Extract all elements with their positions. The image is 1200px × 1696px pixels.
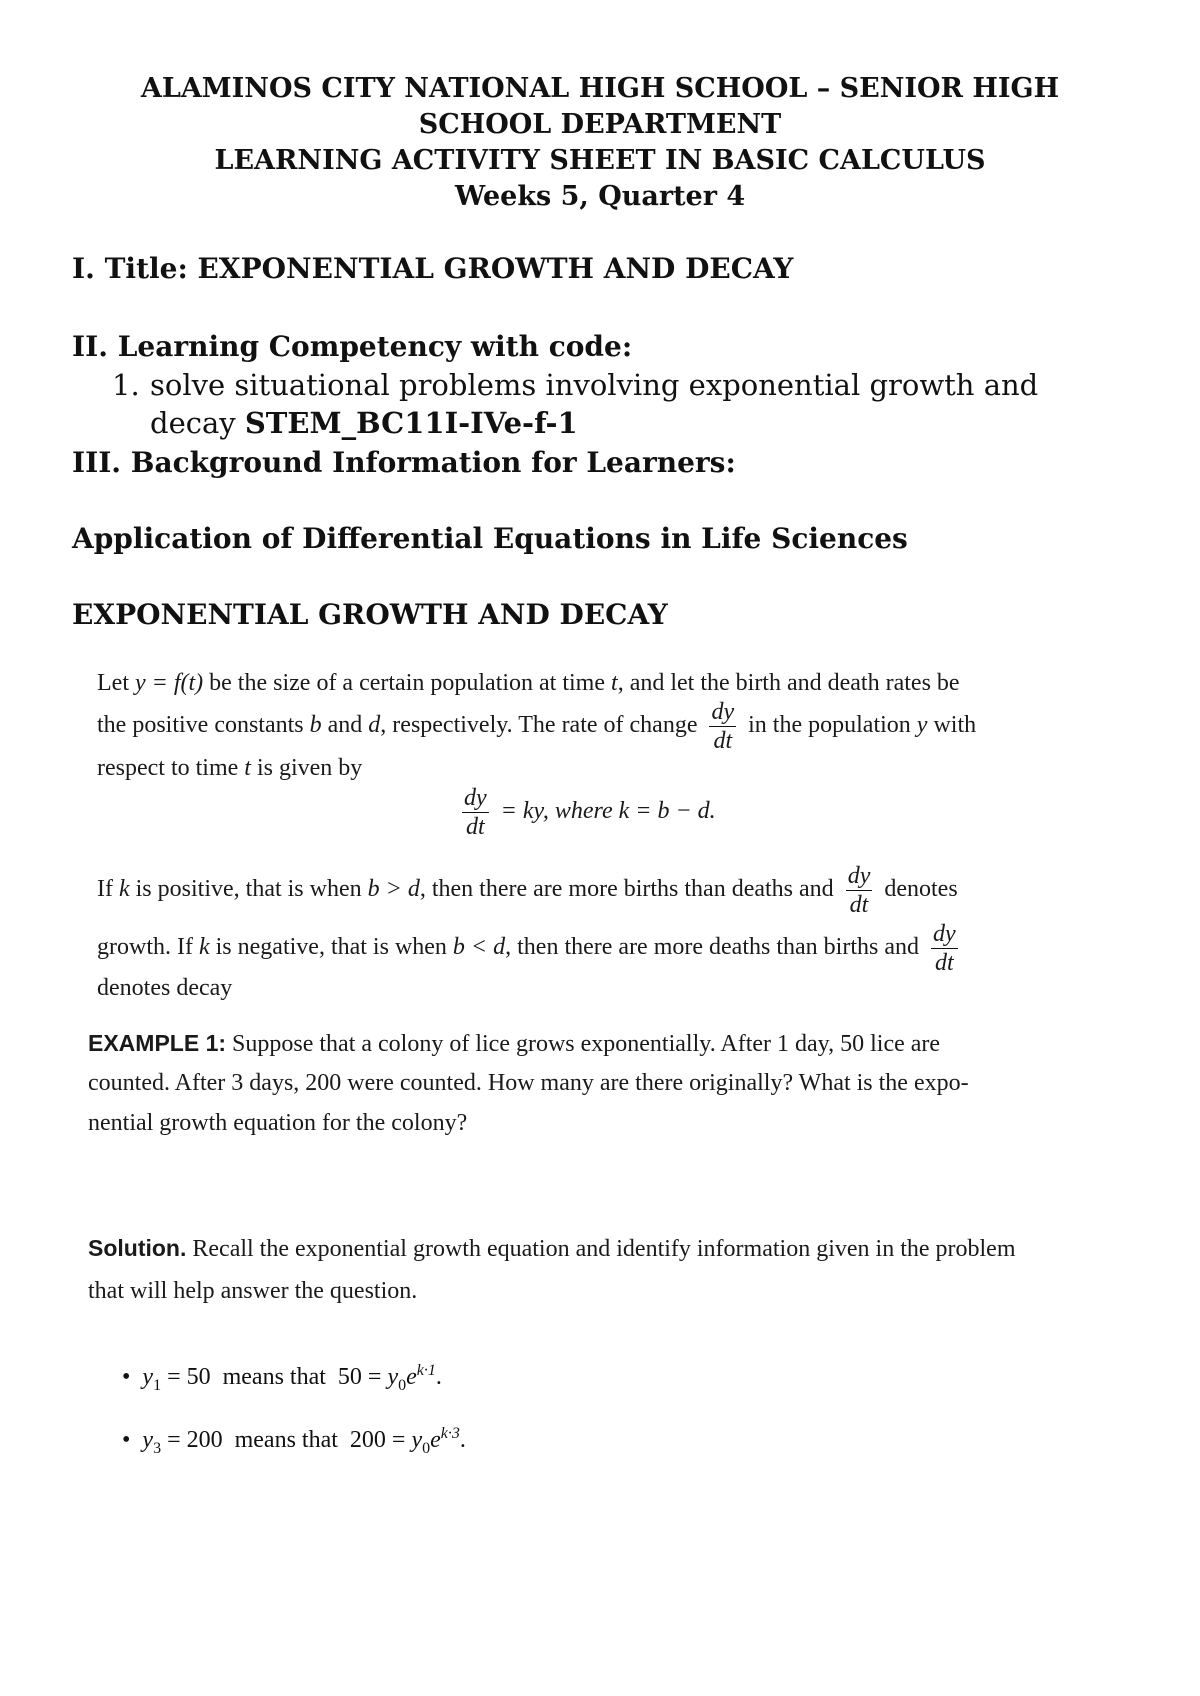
solution-line-2: that will help answer the question. bbox=[88, 1278, 418, 1304]
body-line-6: denotes decay bbox=[97, 975, 233, 1001]
text-and: and bbox=[327, 712, 363, 739]
solution-text: Recall the exponential growth equation and identify information given in the problem bbox=[192, 1236, 1016, 1262]
department-name: SCHOOL DEPARTMENT bbox=[418, 109, 782, 140]
example-line-1 bbox=[88, 1030, 940, 1058]
math-t: t bbox=[244, 755, 251, 781]
title-heading: I. Title: EXPONENTIAL GROWTH AND DECAY bbox=[72, 252, 794, 285]
text-given-by: is given by bbox=[256, 755, 363, 781]
text-denotes: denotes bbox=[884, 876, 958, 903]
school-name: ALAMINOS CITY NATIONAL HIGH SCHOOL – SENIOR HIGH bbox=[140, 73, 1060, 104]
application-heading: Application of Differential Equations in Life Sciences bbox=[72, 522, 908, 555]
text-positive: is positive, that is when bbox=[135, 876, 362, 903]
competency-decay-word: decay bbox=[150, 406, 236, 440]
math-y: y bbox=[916, 712, 928, 739]
competency-heading: II. Learning Competency with code: bbox=[72, 330, 633, 363]
math-k: k bbox=[198, 934, 210, 961]
text-growth-if: growth. If bbox=[97, 934, 193, 961]
fraction-dy-dt: $\frac{dy}{dt}$ bbox=[847, 863, 871, 918]
topic-heading: EXPONENTIAL GROWTH AND DECAY bbox=[72, 598, 668, 631]
sheet-title: LEARNING ACTIVITY SHEET IN BASIC CALCULUS bbox=[214, 145, 986, 176]
text-rate-of-change: , respectively. The rate of change bbox=[380, 712, 698, 739]
body-line-1 bbox=[97, 670, 960, 697]
bullet-dot-icon: • bbox=[122, 1427, 131, 1453]
text-with: with bbox=[933, 712, 977, 739]
differential-equation bbox=[456, 786, 716, 839]
text-more-deaths: , then there are more deaths than births and bbox=[505, 934, 919, 961]
competency-text-line2 bbox=[150, 406, 578, 440]
bullet-dot-icon: • bbox=[122, 1364, 131, 1390]
text-in-population: in the population bbox=[748, 712, 911, 739]
math-b-gt-d: b > d bbox=[367, 876, 420, 903]
math-d: d bbox=[368, 712, 381, 739]
competency-code: STEM_BC11I-IVe-f-1 bbox=[244, 406, 578, 440]
text-positive-constants: the positive constants bbox=[97, 712, 304, 739]
text-size-population: be the size of a certain population at time bbox=[209, 670, 606, 696]
text-respect-time: respect to time bbox=[97, 755, 239, 781]
text-birth-death: , and let the birth and death rates be bbox=[617, 670, 960, 696]
fraction-dy-dt: $\frac{dy}{dt}$ bbox=[932, 921, 956, 976]
solution-label: Solution. bbox=[88, 1235, 187, 1261]
solution-line-1 bbox=[88, 1235, 1016, 1263]
math-b: b bbox=[309, 712, 322, 739]
fraction-dy-dt: $\frac{dy}{dt}$ bbox=[711, 699, 735, 754]
body-line-5 bbox=[97, 922, 964, 975]
example-text: Suppose that a colony of lice grows exponentially. After 1 day, 50 lice are bbox=[232, 1031, 941, 1057]
math-y-equals-f-t: y = f(t) bbox=[134, 670, 204, 696]
bullet-item-2: • $y_3 = 200$ means that $200 = y_0e^{k\cdot 3}$. bbox=[122, 1425, 466, 1457]
text-more-births: , then there are more births than deaths and bbox=[419, 876, 834, 903]
text-if: If bbox=[97, 876, 113, 903]
bullet-item-1: • $y_1 = 50$ means that $50 = y_0e^{k\cdot 1}$. bbox=[122, 1362, 442, 1394]
text-negative: is negative, that is when bbox=[215, 934, 447, 961]
fraction-dy-dt: $\frac{dy}{dt}$ bbox=[464, 785, 487, 840]
text-let: Let bbox=[97, 670, 129, 696]
math-t: t bbox=[611, 670, 618, 696]
example-line-3: nential growth equation for the colony? bbox=[88, 1110, 468, 1136]
body-line-2 bbox=[97, 700, 976, 753]
competency-text-line1: solve situational problems involving exponential growth and bbox=[150, 368, 1039, 402]
week-quarter: Weeks 5, Quarter 4 bbox=[454, 181, 746, 212]
math-b-lt-d: b < d bbox=[452, 934, 506, 961]
body-line-3 bbox=[97, 755, 362, 782]
competency-number: 1. bbox=[112, 368, 140, 402]
body-line-4 bbox=[97, 864, 958, 917]
equation-tail: = ky, where k = b − d. bbox=[500, 798, 716, 825]
background-heading: III. Background Information for Learners: bbox=[72, 446, 736, 479]
example-label: EXAMPLE 1: bbox=[88, 1030, 227, 1056]
math-k: k bbox=[118, 876, 130, 903]
example-line-2: counted. After 3 days, 200 were counted. How many are there originally? What is the expo- bbox=[88, 1070, 969, 1096]
